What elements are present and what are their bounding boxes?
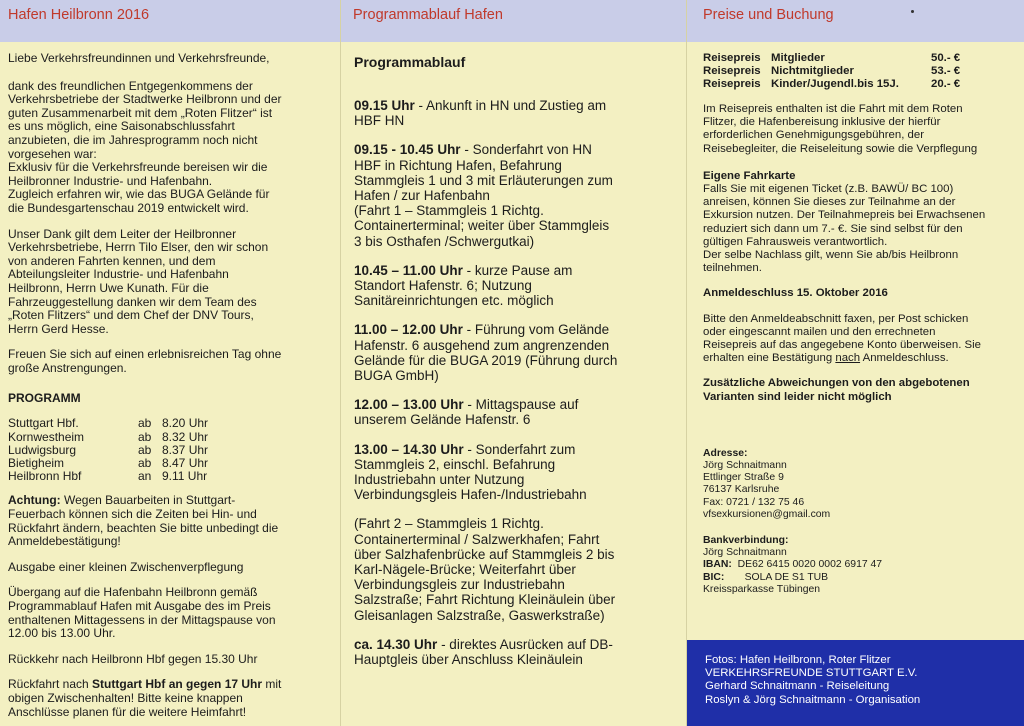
text-line: - Mittagspause auf bbox=[463, 397, 579, 413]
text-line: Der selbe Nachlass gilt, wenn Sie ab/bis Heilbronn bbox=[703, 249, 959, 262]
schedule-time: 8.47 Uhr bbox=[162, 456, 209, 471]
program-heading: Programmablauf bbox=[354, 54, 466, 70]
text-line: Anmeldeschluss. bbox=[860, 352, 949, 365]
text-line: obigen Zwischenhalten! Bitte keine knappen bbox=[8, 691, 243, 706]
email-address: vfsexkursionen@gmail.com bbox=[703, 508, 831, 520]
text-line: Stammgleis 2, einschl. Befahrung bbox=[354, 456, 556, 472]
text-line: Wegen Bauarbeiten in Stuttgart- bbox=[60, 493, 236, 508]
ticket-paragraph bbox=[703, 170, 1016, 276]
text-line: Zusätzliche Abweichungen von den abgebotenen bbox=[703, 377, 970, 390]
text-line: Herrn Gerd Hesse. bbox=[8, 321, 109, 336]
text-line: Gerhard Schnaitmann - Reiseleitung bbox=[705, 680, 890, 693]
schedule-station: Heilbronn Hbf bbox=[8, 469, 82, 484]
text-line: Fax: 0721 / 132 75 46 bbox=[703, 496, 805, 508]
price-group: Nichtmitglieder bbox=[771, 65, 854, 77]
text-line: Ettlinger Straße 9 bbox=[703, 472, 784, 484]
wish-paragraph bbox=[8, 348, 332, 375]
text-line: Anschlüsse planen für die weitere Heimfahrt! bbox=[8, 704, 247, 719]
price-amount: 53.- € bbox=[931, 65, 961, 77]
text-line: Verkehrsbetriebe, Herrn Tilo Elser, den wir schon bbox=[8, 240, 269, 255]
text-line: Fahrzeuggestellung danken wir dem Team des bbox=[8, 294, 257, 309]
thanks-paragraph bbox=[8, 228, 332, 337]
text-line: 76137 Karlsruhe bbox=[703, 484, 780, 496]
text-line: Stammgleis 1 und 3 mit Erläuterungen zum bbox=[354, 172, 613, 188]
schedule-station: Stuttgart Hbf. bbox=[8, 416, 79, 431]
text-line: Bitte den Anmeldeabschnitt faxen, per Post schicken bbox=[703, 312, 969, 325]
text-line: Containerterminal / Salzwerkhafen; Fahrt bbox=[354, 531, 600, 547]
text-line: 12.00 bis 13.00 Uhr. bbox=[8, 626, 116, 641]
panel-header-band bbox=[341, 0, 686, 42]
text-line: (Fahrt 1 – Stammgleis 1 Richtg. bbox=[354, 203, 544, 219]
text-line: vorgesehen war: bbox=[8, 146, 97, 161]
program-time: 10.45 – 11.00 Uhr bbox=[354, 262, 463, 278]
price-group: Mitglieder bbox=[771, 52, 825, 64]
text-line: HBF in Richtung Hafen, Befahrung bbox=[354, 157, 562, 173]
text-line: Programmablauf Hafen mit Ausgabe des im Preis bbox=[8, 599, 271, 614]
text-line: Verbindungsgleis Hafen-/Industriebahn bbox=[354, 487, 587, 503]
program-item bbox=[354, 142, 678, 248]
prices-body bbox=[703, 52, 1016, 596]
text-line: Gleisanlagen Salzstraße, Gaswerkstraße) bbox=[354, 607, 605, 623]
text-line: Gelände für die BUGA 2019 (Führung durch bbox=[354, 352, 618, 368]
text-line: Karl-Nägele-Brücke; Weiterfahrt über bbox=[354, 562, 576, 578]
footer-credits bbox=[687, 640, 1024, 726]
price-label: Reisepreis bbox=[703, 78, 761, 90]
text-line: BUGA GmbH) bbox=[354, 368, 439, 384]
program-item bbox=[354, 397, 678, 427]
text-line: über Salzhafenbrücke auf Stammgleis 2 bis bbox=[354, 546, 615, 562]
program-time: 12.00 – 13.00 Uhr bbox=[354, 397, 464, 413]
text-line: reduziert sich dann um 7.- €. Sie sind selbst für den bbox=[703, 222, 963, 235]
text-line: Zugleich erfahren wir, wie das BUGA Gelände für bbox=[8, 187, 270, 202]
iban-value: DE62 6415 0020 0002 6917 47 bbox=[731, 559, 883, 571]
underlined-word: nach bbox=[835, 352, 861, 365]
ticket-title: Eigene Fahrkarte bbox=[703, 169, 796, 182]
schedule-dir: ab bbox=[138, 416, 152, 431]
schedule-station: Kornwestheim bbox=[8, 429, 85, 444]
welcome-body bbox=[8, 46, 332, 719]
text-line: Unser Dank gilt dem Leiter der Heilbronner bbox=[8, 226, 237, 241]
text-line: Exkursion nutzen. Der Teilnahmepreis bei Erwachsenen bbox=[703, 209, 986, 222]
schedule-dir: ab bbox=[138, 429, 152, 444]
program-body bbox=[354, 54, 678, 667]
text-line: es uns möglich, eine Saisonabschlussfahrt bbox=[8, 119, 235, 134]
text-line: enthaltenen Mittagessens in der Mittagspause von bbox=[8, 612, 276, 627]
text-line: erhalten eine Bestätigung bbox=[703, 352, 836, 365]
text-line: Rückfahrt nach bbox=[8, 677, 93, 692]
text-line: Übergang auf die Hafenbahn Heilbronn gemäß bbox=[8, 585, 258, 600]
bank-title: Bankverbindung: bbox=[703, 535, 789, 547]
text-line: - Führung vom Gelände bbox=[462, 322, 610, 338]
text-line: Sanitäreinrichtungen etc. möglich bbox=[354, 293, 554, 309]
text-line: Im Reisepreis enthalten ist die Fahrt mit dem Roten bbox=[703, 103, 963, 115]
schedule-dir: an bbox=[138, 469, 152, 484]
bic-label: BIC: bbox=[703, 571, 725, 583]
text-line: oder eingescannt mailen und den errechneten bbox=[703, 325, 936, 338]
price-group: Kinder/Jugendl.bis 15J. bbox=[771, 78, 899, 90]
text-line: Containerterminal; weiter über Stammgleis bbox=[354, 218, 610, 234]
text-line: Freuen Sie sich auf einen erlebnisreichen Tag ohne bbox=[8, 347, 282, 362]
text-line: erforderlichen Genehmigungsgebühren, der bbox=[703, 129, 924, 142]
program-time: 11.00 – 12.00 Uhr bbox=[354, 322, 463, 338]
return-highlight: Stuttgart Hbf an gegen 17 Uhr bbox=[92, 677, 263, 692]
text-line: (Fahrt 2 – Stammgleis 1 Richtg. bbox=[354, 516, 544, 532]
text-line: Hafen / zur Hafenbahn bbox=[354, 188, 490, 204]
price-label: Reisepreis bbox=[703, 52, 761, 64]
iban-label: IBAN: bbox=[703, 559, 732, 571]
schedule-station: Ludwigsburg bbox=[8, 442, 77, 457]
bic-value: SOLA DE S1 TUB bbox=[724, 571, 829, 583]
address-block bbox=[703, 448, 1016, 521]
text-line: dank des freundlichen Entgegenkommens der bbox=[8, 78, 253, 93]
schedule-dir: ab bbox=[138, 442, 152, 457]
text-line: HBF HN bbox=[354, 113, 405, 129]
snack-note: Ausgabe einer kleinen Zwischenverpflegung bbox=[8, 559, 244, 574]
price-amount: 50.- € bbox=[931, 52, 961, 64]
schedule-time: 8.20 Uhr bbox=[162, 416, 209, 431]
text-line: die Bundesgartenschau 2019 entwickelt wird. bbox=[8, 200, 249, 215]
text-line: Abteilungsleiter Industrie- und Hafenbahn bbox=[8, 267, 229, 282]
schedule-table bbox=[8, 417, 332, 483]
greeting: Liebe Verkehrsfreundinnen und Verkehrsfreunde, bbox=[8, 51, 270, 65]
included-paragraph bbox=[703, 103, 1016, 156]
signup-paragraph bbox=[703, 313, 1016, 366]
address-title: Adresse: bbox=[703, 447, 748, 459]
panel-header-band bbox=[0, 0, 340, 42]
panel-title: Preise und Buchung bbox=[703, 7, 834, 23]
text-line: Flitzer, die Hafenbereisung inklusive der hierfür bbox=[703, 116, 941, 129]
text-line: Salzstraße; Fahrt Richtung Kleinäulein über bbox=[354, 592, 616, 608]
text-line: Kreissparkasse Tübingen bbox=[703, 583, 821, 595]
return-paragraph bbox=[8, 678, 332, 719]
text-line: - direktes Ausrücken auf DB- bbox=[437, 636, 613, 652]
price-label: Reisepreis bbox=[703, 65, 761, 77]
text-line: - Sonderfahrt von HN bbox=[460, 142, 592, 158]
text-line: - Sonderfahrt zum bbox=[463, 441, 576, 457]
program-item bbox=[354, 516, 678, 622]
note-paragraph bbox=[703, 377, 1016, 403]
text-line: Reisepreis auf das angegebene Konto überweisen. Sie bbox=[703, 339, 981, 352]
program-time: 09.15 - 10.45 Uhr bbox=[354, 142, 461, 158]
program-title: PROGRAMM bbox=[8, 391, 81, 406]
panel-program bbox=[340, 0, 686, 726]
program-item bbox=[354, 263, 678, 309]
schedule-dir: ab bbox=[138, 456, 152, 471]
text-line: unserem Gelände Hafenstr. 6 bbox=[354, 412, 531, 428]
program-item bbox=[354, 637, 678, 667]
text-line: gültigen Fahrausweis verantwortlich. bbox=[703, 235, 888, 248]
text-line: guten Zusammenarbeit mit dem „Roten Flitzer“ ist bbox=[8, 105, 273, 120]
text-line: Industriebahn unter Nutzung bbox=[354, 472, 525, 488]
text-line: Heilbronn, Herrn Uwe Kunath. Für die bbox=[8, 280, 209, 295]
bank-block bbox=[703, 535, 1016, 596]
text-line: Varianten sind leider nicht möglich bbox=[703, 390, 892, 403]
text-line: Verbindungsgleis zur Industriebahn bbox=[354, 577, 565, 593]
text-line: große Anstrengungen. bbox=[8, 360, 127, 375]
program-time: ca. 14.30 Uhr bbox=[354, 636, 438, 652]
return-heilbronn: Rückkehr nach Heilbronn Hbf gegen 15.30 Uhr bbox=[8, 651, 258, 666]
text-line: Hauptgleis über Anschluss Kleinäulein bbox=[354, 652, 583, 668]
text-line: Anmeldebestätigung! bbox=[8, 534, 121, 549]
text-line: VERKEHRSFREUNDE STUTTGART E.V. bbox=[705, 667, 918, 680]
text-line: Hafenstr. 6 ausgehend zum angrenzenden bbox=[354, 337, 610, 353]
text-line: Heilbronner Industrie- und Hafenbahn. bbox=[8, 173, 213, 188]
scan-dot bbox=[911, 10, 914, 13]
panel-welcome bbox=[0, 0, 340, 726]
text-line: - kurze Pause am bbox=[462, 262, 573, 278]
panel-header-band bbox=[687, 0, 1024, 42]
program-time: 13.00 – 14.30 Uhr bbox=[354, 441, 464, 457]
text-line: von anderen Fahrten kennen, und dem bbox=[8, 253, 216, 268]
text-line: Falls Sie mit eigenen Ticket (z.B. BAWÜ/ BC 100) bbox=[703, 183, 954, 196]
text-line: Reisebegleiter, die Reiseleitung sowie die Verpflegung bbox=[703, 142, 978, 155]
text-line: Rückfahrt ändern, beachten Sie bitte unbedingt die bbox=[8, 520, 279, 535]
text-line: anreisen, können Sie dieses zur Teilnahme an der bbox=[703, 196, 956, 209]
text-line: Jörg Schnaitmann bbox=[703, 547, 787, 559]
text-line: teilnehmen. bbox=[703, 262, 762, 275]
attention-paragraph bbox=[8, 494, 332, 548]
schedule-time: 9.11 Uhr bbox=[162, 469, 208, 484]
program-item bbox=[354, 442, 678, 503]
program-item bbox=[354, 322, 678, 383]
text-line: Standort Hafenstr. 6; Nutzung bbox=[354, 278, 532, 294]
schedule-time: 8.32 Uhr bbox=[162, 429, 209, 444]
transfer-paragraph bbox=[8, 586, 332, 640]
text-line: Feuerbach können sich die Zeiten bei Hin- und bbox=[8, 507, 257, 522]
text-line: - Ankunft in HN und Zustieg am bbox=[414, 98, 607, 113]
text-line: mit bbox=[262, 677, 282, 692]
intro-paragraph bbox=[8, 80, 332, 216]
schedule-time: 8.37 Uhr bbox=[162, 442, 209, 457]
price-table bbox=[703, 52, 1016, 91]
attention-label: Achtung: bbox=[8, 493, 61, 508]
text-line: Jörg Schnaitmann bbox=[703, 460, 787, 472]
panel-prices bbox=[686, 0, 1024, 726]
deadline: Anmeldeschluss 15. Oktober 2016 bbox=[703, 287, 888, 300]
text-line: Verkehrsbetriebe der Stadtwerke Heilbronn und der bbox=[8, 92, 282, 107]
program-item bbox=[354, 98, 678, 128]
text-line: Exklusiv für die Verkehrsfreunde bereisen wir die bbox=[8, 160, 268, 175]
program-time: 09.15 Uhr bbox=[354, 98, 415, 113]
panel-title: Hafen Heilbronn 2016 bbox=[8, 7, 150, 23]
text-line: „Roten Flitzers“ und dem Chef der DNV Tours, bbox=[8, 308, 254, 323]
price-amount: 20.- € bbox=[931, 78, 961, 90]
text-line: Roslyn & Jörg Schnaitmann - Organisation bbox=[705, 693, 921, 706]
text-line: 3 bis Osthafen /Schwergutkai) bbox=[354, 233, 535, 249]
text-line: anzubieten, die im Jahresprogramm noch nicht bbox=[8, 132, 258, 147]
schedule-station: Bietigheim bbox=[8, 456, 65, 471]
panel-title: Programmablauf Hafen bbox=[353, 7, 503, 23]
text-line: Fotos: Hafen Heilbronn, Roter Flitzer bbox=[705, 654, 891, 666]
